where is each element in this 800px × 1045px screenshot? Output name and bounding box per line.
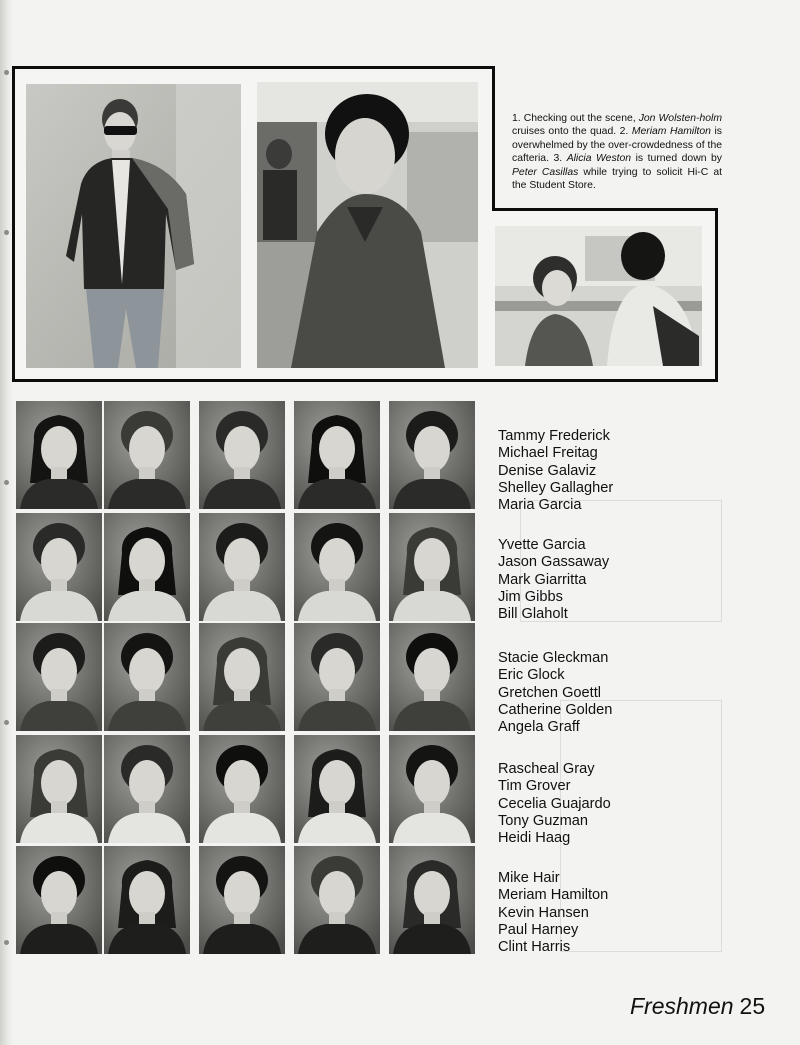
student-portrait [389, 513, 475, 621]
caption-name: Alicia Weston [566, 153, 632, 165]
student-name: Mark Giarritta [498, 571, 587, 588]
student-portrait [199, 401, 285, 509]
name-list-row-4 [498, 761, 678, 847]
student-portrait [294, 623, 380, 731]
student-name: Jason Gassaway [498, 554, 610, 571]
student-portrait [294, 735, 380, 843]
student-name: Tim Grover [498, 778, 571, 795]
student-portrait [199, 623, 285, 731]
caption-text: is turned down by [631, 153, 722, 165]
caption-text: is overwhelmed by the over-crowdedness of the cafteria. 3. [512, 126, 722, 165]
name-list-row-5 [498, 870, 678, 956]
student-portrait [104, 401, 190, 509]
student-portrait [199, 846, 285, 954]
student-name: Jim Gibbs [498, 588, 563, 605]
student-name: Rascheal Gray [498, 761, 595, 777]
photo-caption [512, 112, 722, 192]
name-list-row-3 [498, 650, 678, 736]
caption-text: cruises onto the quad. 2. [512, 126, 632, 138]
student-portrait [389, 735, 475, 843]
photo-1-quad [26, 84, 241, 368]
student-portrait [16, 401, 102, 509]
student-name: Meriam Hamilton [498, 887, 609, 904]
binding-hole [4, 70, 9, 75]
student-portrait [389, 401, 475, 509]
binding-hole [4, 480, 9, 485]
caption-name: Meriam Hamilton [631, 126, 711, 138]
student-name: Kevin Hansen [498, 904, 589, 921]
student-portrait [16, 735, 102, 843]
page-binding-edge [0, 0, 14, 1045]
student-name: Mike Hair [498, 870, 560, 886]
caption-text: 1. Checking out the scene, [512, 113, 639, 124]
photo-3-student-store [495, 226, 702, 366]
student-portrait [16, 513, 102, 621]
student-name: Angela Graff [498, 719, 580, 736]
student-name: Cecelia Guajardo [498, 795, 611, 812]
binding-hole [4, 720, 9, 725]
student-portrait [389, 623, 475, 731]
name-list-row-1 [498, 428, 678, 514]
student-portrait [16, 846, 102, 954]
student-name: Paul Harney [498, 921, 579, 938]
student-name: Tammy Frederick [498, 428, 610, 444]
student-name: Heidi Haag [498, 830, 571, 847]
student-portrait [199, 513, 285, 621]
student-portrait [389, 846, 475, 954]
student-portrait [16, 623, 102, 731]
student-name: Clint Harris [498, 939, 571, 956]
student-portrait [104, 735, 190, 843]
student-portrait [294, 846, 380, 954]
student-name: Bill Glaholt [498, 606, 568, 623]
student-portrait [104, 846, 190, 954]
student-name: Maria Garcia [498, 497, 582, 514]
student-portrait [294, 401, 380, 509]
student-name: Stacie Gleckman [498, 650, 609, 666]
student-portrait [104, 623, 190, 731]
folio-section: Freshmen [630, 993, 734, 1019]
caption-name: Peter Casillas [512, 166, 579, 178]
student-portrait [294, 513, 380, 621]
name-list-row-2 [498, 537, 678, 623]
caption-name: Jon Wolsten-holm [638, 113, 723, 124]
binding-hole [4, 230, 9, 235]
student-name: Michael Freitag [498, 445, 598, 462]
photo-2-cafeteria [257, 82, 478, 368]
student-name: Catherine Golden [498, 701, 613, 718]
student-name: Eric Glock [498, 667, 565, 684]
student-name: Tony Guzman [498, 812, 589, 829]
page-folio [630, 993, 765, 1020]
student-portrait [104, 513, 190, 621]
student-name: Denise Galaviz [498, 462, 597, 479]
student-name: Gretchen Goettl [498, 684, 602, 701]
student-portrait [199, 735, 285, 843]
caption-text: while trying to solicit Hi-C at the Student Store. [512, 166, 723, 192]
folio-page-number: 25 [739, 993, 766, 1019]
student-name: Shelley Gallagher [498, 479, 614, 496]
binding-hole [4, 940, 9, 945]
student-name: Yvette Garcia [498, 537, 586, 553]
